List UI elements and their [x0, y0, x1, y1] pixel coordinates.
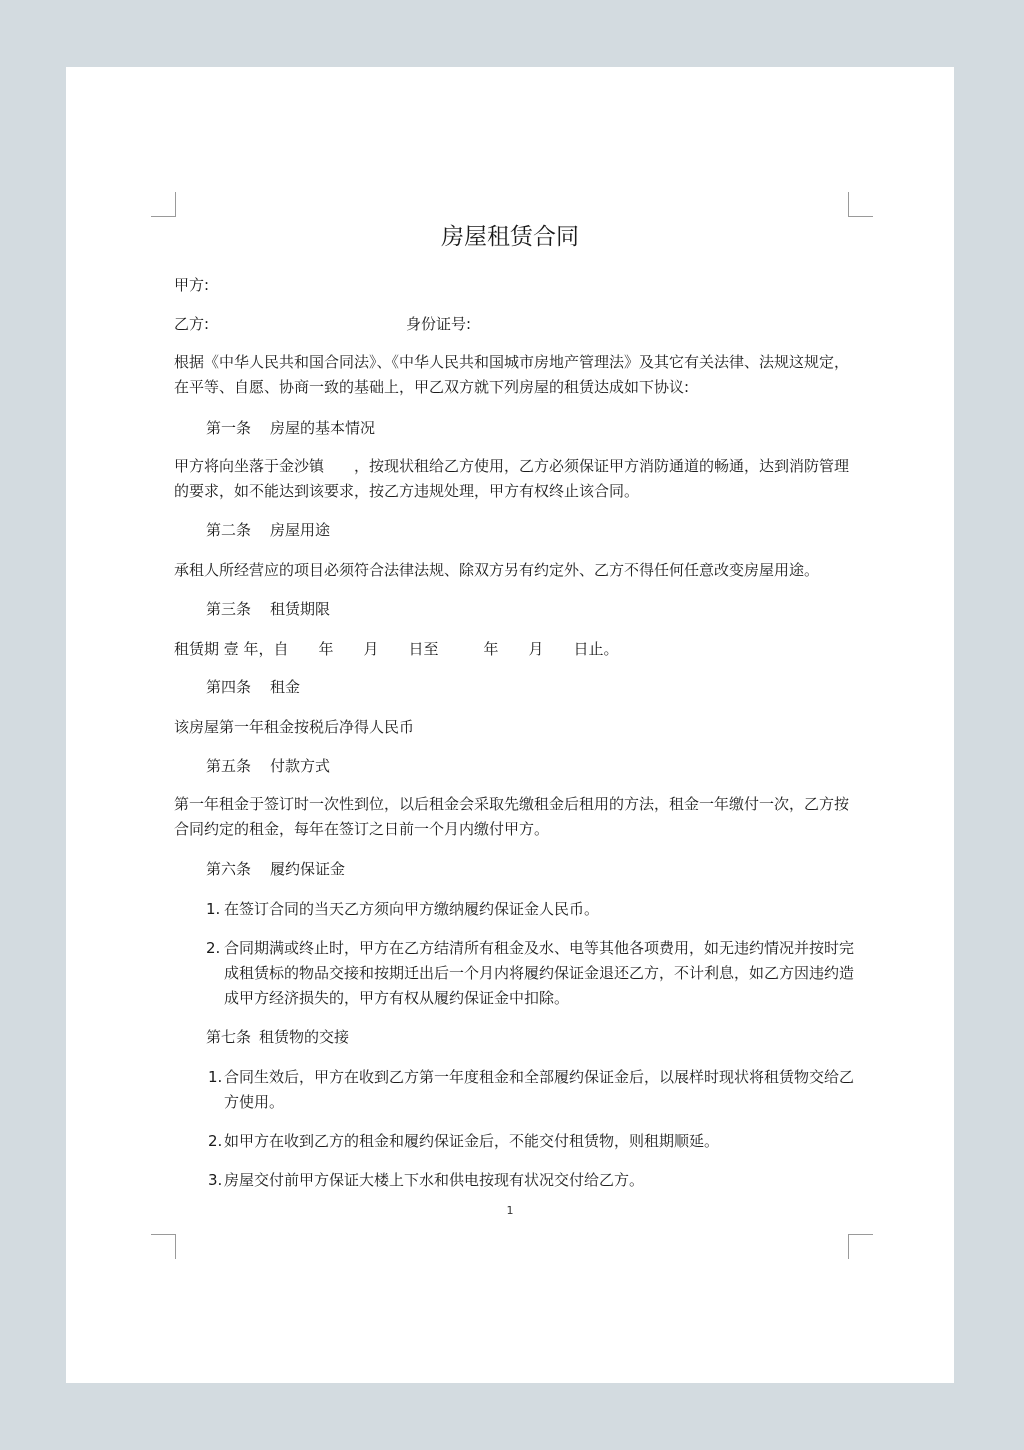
article-1-title: 房屋的基本情况: [270, 419, 376, 437]
list-text: 如甲方在收到乙方的租金和履约保证金后，不能交付租赁物，则租期顺延。: [224, 1132, 720, 1150]
intro-paragraph: 根据《中华人民共和国合同法》、《中华人民共和国城市房地产管理法》及其它有关法律、法规这规定，在平等、自愿、协商一致的基础上，甲乙双方就下列房屋的租赁达成如下协议:: [174, 353, 850, 396]
party-b-label: 乙方:: [174, 315, 210, 333]
article-5-text: 第一年租金于签订时一次性到位，以后租金会采取先缴租金后租用的方法，租金一年缴付一次，乙方按合同约定的租金，每年在签订之日前一个月内缴付甲方。: [174, 795, 850, 838]
article-7-item-2: [208, 1129, 864, 1154]
list-text: 在签订合同的当天乙方须向甲方缴纳履约保证金人民币。: [224, 900, 600, 918]
article-4-title: 租金: [270, 678, 301, 696]
article-7-heading: [206, 1027, 349, 1047]
article-2-number: 第二条: [206, 521, 252, 539]
article-2-text: 承租人所经营应的项目必须符合法律法规、除双方另有约定外、乙方不得任何任意改变房屋用途。: [174, 561, 820, 579]
list-text: 合同期满或终止时，甲方在乙方结清所有租金及水、电等其他各项费用，如无违约情况并按时完成租赁标的物品交接和按期迁出后一个月内将履约保证金退还乙方，不计利息，如乙方因违约造成甲方经济损失的，甲方有权从履约保证金中扣除。: [224, 939, 855, 1007]
article-3-heading: [206, 599, 330, 619]
article-5-heading: [206, 756, 330, 776]
list-number: 2.: [206, 939, 221, 957]
article-1-text: 甲方将向坐落于金沙镇 ，按现状租给乙方使用，乙方必须保证甲方消防通道的畅通，达到消防管理的要求，如不能达到该要求，按乙方违规处理，甲方有权终止该合同。: [174, 457, 850, 500]
list-text: 房屋交付前甲方保证大楼上下水和供电按现有状况交付给乙方。: [224, 1171, 645, 1189]
article-7-title: 租赁物的交接: [259, 1028, 350, 1046]
crop-mark-bottom-right: [848, 1234, 873, 1259]
article-6-number: 第六条: [206, 860, 252, 878]
crop-mark-top-left: [151, 192, 176, 217]
list-number: 2.: [208, 1132, 223, 1150]
article-5-number: 第五条: [206, 757, 252, 775]
document-title: 房屋租赁合同: [441, 224, 579, 250]
crop-mark-bottom-left: [151, 1234, 176, 1259]
article-3-text: 租赁期 壹 年，自 年 月 日至 年 月 日止。: [174, 640, 619, 658]
article-1-number: 第一条: [206, 419, 252, 437]
article-1-heading: [206, 418, 375, 438]
article-4-number: 第四条: [206, 678, 252, 696]
document-page: [66, 67, 954, 1383]
article-3-number: 第三条: [206, 600, 252, 618]
party-a-label: 甲方:: [174, 276, 210, 294]
article-7-number: 第七条: [206, 1028, 252, 1046]
article-6-heading: [206, 859, 345, 879]
crop-mark-top-right: [848, 192, 873, 217]
list-number: 3.: [208, 1171, 223, 1189]
article-7-item-3: [208, 1168, 864, 1193]
article-4-heading: [206, 677, 300, 697]
article-3-title: 租赁期限: [270, 600, 331, 618]
article-2-title: 房屋用途: [270, 521, 331, 539]
list-text: 合同生效后，甲方在收到乙方第一年度租金和全部履约保证金后，以展样时现状将租赁物交给乙方使用。: [224, 1068, 855, 1111]
article-4-text: 该房屋第一年租金按税后净得人民币: [174, 718, 415, 736]
article-2-heading: [206, 520, 330, 540]
list-number: 1.: [206, 900, 221, 918]
article-6-title: 履约保证金: [270, 860, 346, 878]
article-7-item-1: [208, 1065, 864, 1115]
article-5-title: 付款方式: [270, 757, 331, 775]
id-number-label: 身份证号:: [406, 315, 472, 333]
article-6-item-2: [206, 936, 864, 1011]
list-number: 1.: [208, 1068, 223, 1086]
article-6-item-1: [206, 897, 864, 922]
page-number: 1: [506, 1204, 514, 1217]
